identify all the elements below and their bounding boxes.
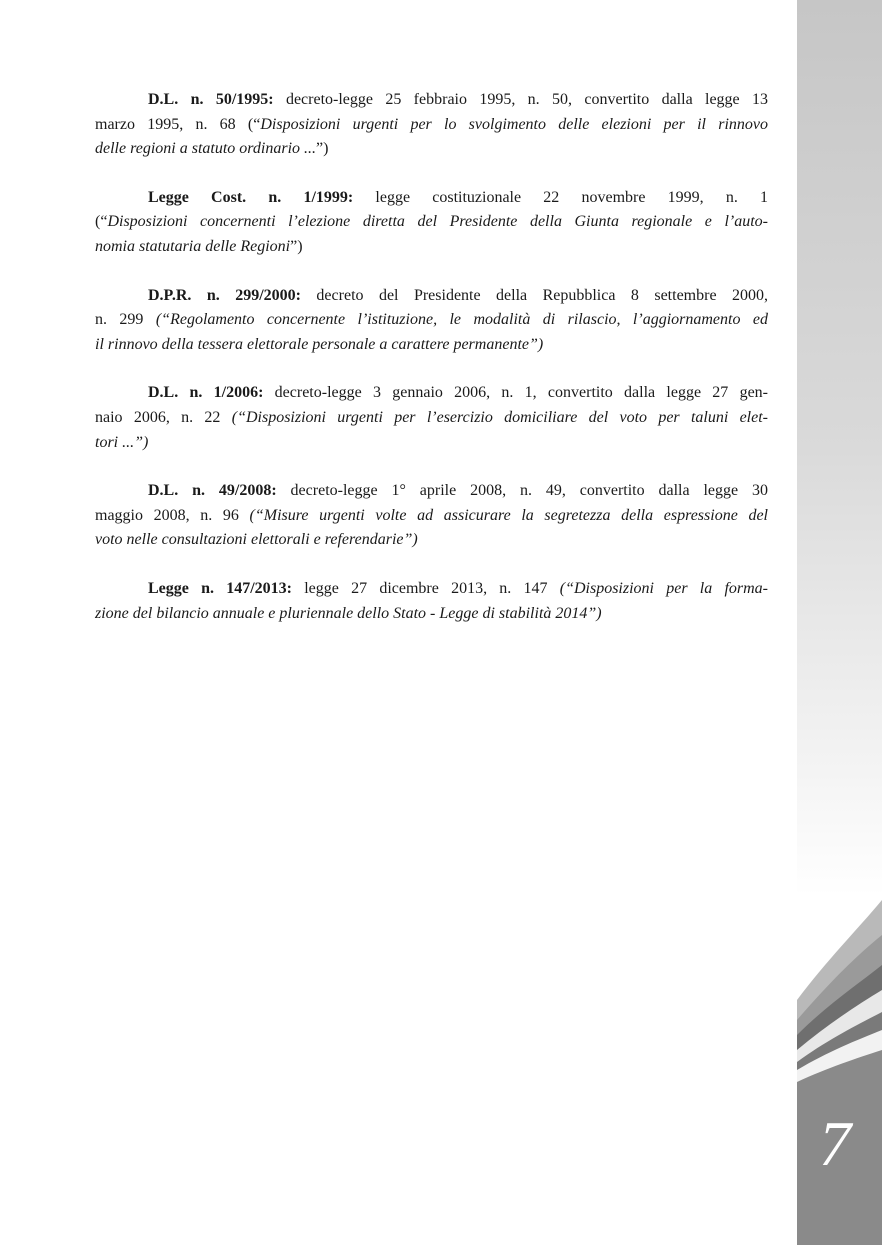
reference-text: n. 299 xyxy=(95,311,156,329)
legal-reference-paragraph xyxy=(95,284,768,358)
swoosh-decoration xyxy=(797,0,882,1245)
text-line xyxy=(95,406,768,431)
reference-text: decreto-legge 25 febbraio 1995, n. 50, convertito dalla legge 13 xyxy=(273,91,768,108)
legal-reference-paragraph xyxy=(95,186,768,260)
legal-reference-paragraph xyxy=(95,381,768,455)
text-line xyxy=(95,235,768,260)
reference-text: ”) xyxy=(290,237,303,255)
reference-label: D.L. n. 50/1995: xyxy=(148,91,274,108)
reference-text: legge 27 dicembre 2013, n. 147 xyxy=(292,579,560,597)
reference-text: (“ xyxy=(95,213,108,231)
reference-text: naio 2006, n. 22 xyxy=(95,408,232,426)
reference-title: zione del bilancio annuale e pluriennale dello Stato - Legge di stabilità 2014”) xyxy=(95,604,602,622)
reference-title: Disposizioni urgenti per lo svolgimento delle elezioni per il rinnovo xyxy=(260,115,769,133)
reference-title: delle regioni a statuto ordinario ... xyxy=(95,140,317,158)
text-line xyxy=(95,577,768,602)
reference-text: decreto-legge 3 gennaio 2006, n. 1, convertito dalla legge 27 gen- xyxy=(263,384,768,402)
reference-title: (“Misure urgenti volte ad assicurare la segretezza della espressione del xyxy=(249,506,768,524)
reference-title: Disposizioni concernenti l’elezione diretta del Presidente della Giunta regionale e l’auto- xyxy=(107,213,768,231)
reference-title: (“Disposizioni urgenti per l’esercizio domiciliare del voto per taluni elet- xyxy=(231,408,768,426)
text-line xyxy=(95,210,768,235)
text-line xyxy=(95,113,768,138)
reference-title: voto nelle consultazioni elettorali e referendarie”) xyxy=(95,531,418,549)
text-line xyxy=(95,186,768,211)
text-line xyxy=(95,602,768,627)
text-line xyxy=(95,504,768,529)
decorative-side-band xyxy=(797,0,882,1245)
text-line xyxy=(95,333,768,358)
reference-text: marzo 1995, n. 68 (“ xyxy=(95,115,261,133)
reference-label: D.L. n. 49/2008: xyxy=(148,482,277,500)
text-line xyxy=(95,479,768,504)
reference-label: Legge n. 147/2013: xyxy=(148,579,292,597)
reference-text: ”) xyxy=(316,140,329,158)
text-line xyxy=(95,308,768,333)
reference-title: (“Regolamento concernente l’istituzione, le modalità di rilascio, l’aggiornamento ed xyxy=(155,311,768,329)
reference-text: decreto del Presidente della Repubblica 8 settembre 2000, xyxy=(300,286,768,304)
reference-label: D.L. n. 1/2006: xyxy=(148,384,264,402)
text-line xyxy=(95,88,768,113)
reference-text: legge costituzionale 22 novembre 1999, n. 1 xyxy=(353,188,769,206)
reference-label: D.P.R. n. 299/2000: xyxy=(148,286,301,304)
legal-reference-paragraph xyxy=(95,88,768,162)
reference-label: Legge Cost. n. 1/1999: xyxy=(148,188,354,206)
page-number: 7 xyxy=(819,1108,851,1179)
reference-title: tori ...”) xyxy=(95,433,149,451)
text-line xyxy=(95,137,768,162)
reference-text: decreto-legge 1° aprile 2008, n. 49, convertito dalla legge 30 xyxy=(276,482,768,500)
reference-title: nomia statutaria delle Regioni xyxy=(95,237,291,255)
document-body xyxy=(95,88,768,650)
reference-title: (“Disposizioni per la forma- xyxy=(559,579,768,597)
text-line xyxy=(95,284,768,309)
reference-title: il rinnovo della tessera elettorale personale a carattere permanente”) xyxy=(95,335,544,353)
text-line xyxy=(95,381,768,406)
text-line xyxy=(95,431,768,456)
text-line xyxy=(95,528,768,553)
reference-text: maggio 2008, n. 96 xyxy=(95,506,250,524)
legal-reference-paragraph xyxy=(95,577,768,626)
legal-reference-paragraph xyxy=(95,479,768,553)
